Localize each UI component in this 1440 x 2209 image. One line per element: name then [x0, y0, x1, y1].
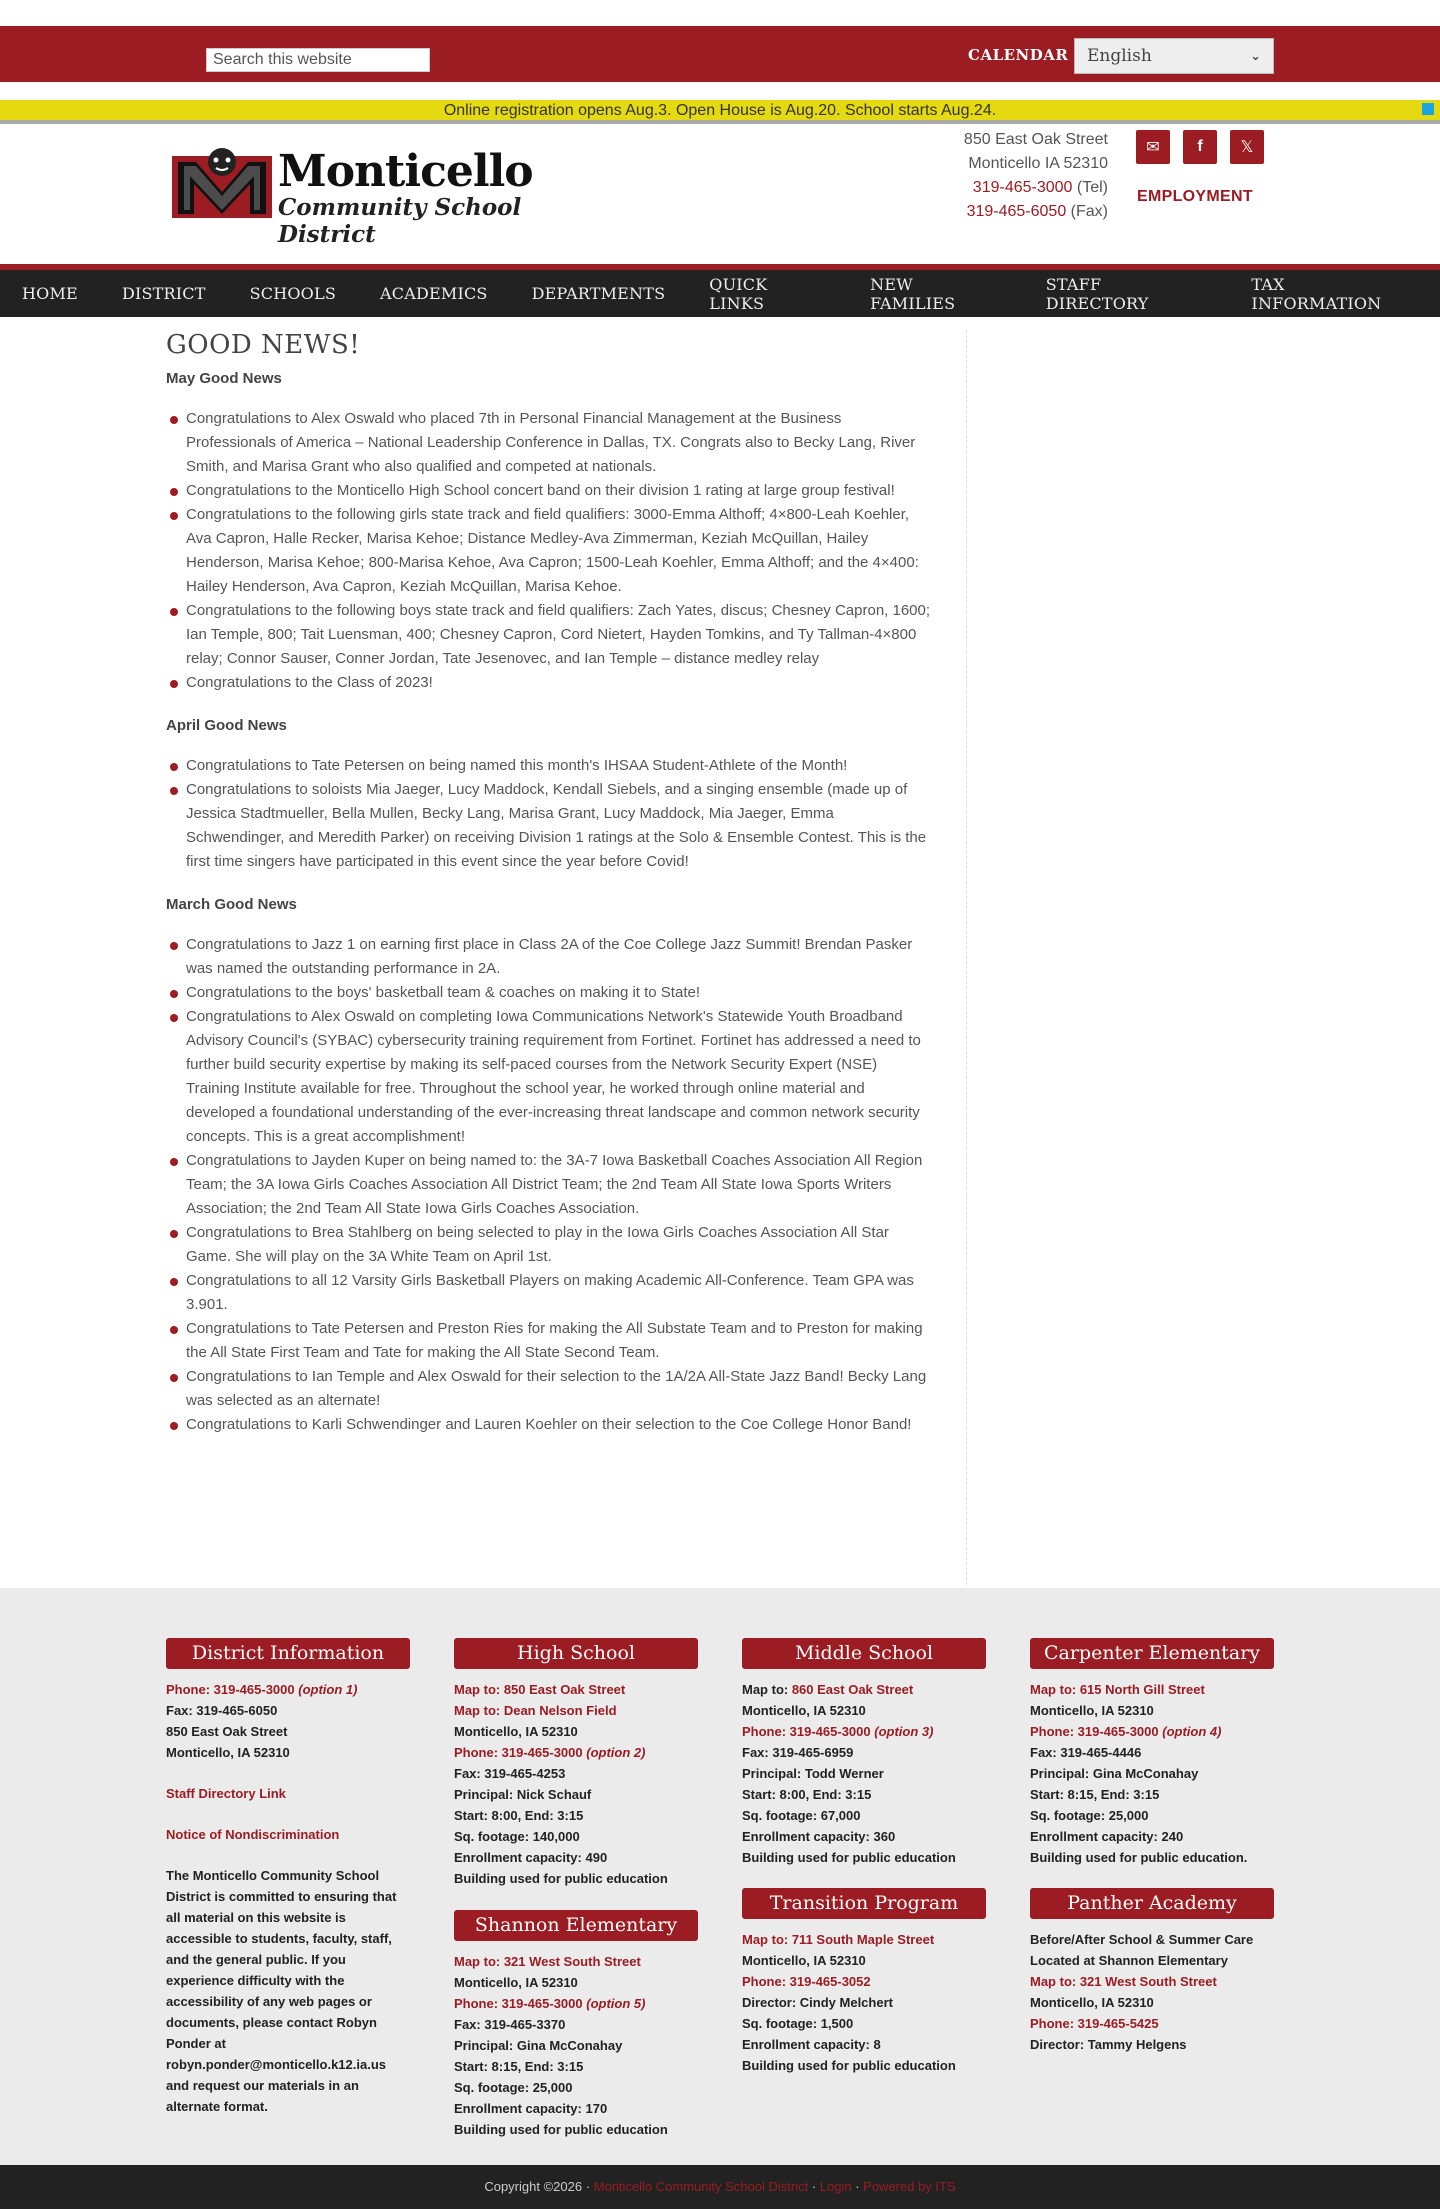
copyright-bar: [0, 2165, 1440, 2209]
list-item: Congratulations to the Monticello High School concert band on their division 1 rating at large group festival!: [166, 479, 932, 503]
transition-city: Monticello, IA 52310: [742, 1953, 866, 1968]
list-item: Congratulations to the boys' basketball team & coaches on making it to State!: [166, 981, 932, 1005]
announcement-text: Online registration opens Aug.3. Open House is Aug.20. School starts Aug.24.: [443, 102, 997, 119]
district-fax: Fax: 319-465-6050: [166, 1703, 278, 1718]
transition-map-link[interactable]: Map to: 711 South Maple Street: [742, 1932, 935, 1947]
ms-use: Building used for public education: [742, 1850, 956, 1865]
section-heading-may: May Good News: [166, 370, 282, 387]
footer-carpenter-elementary: [1030, 1638, 1274, 1868]
shannon-city: Monticello, IA 52310: [454, 1975, 578, 1990]
section-heading-march: March Good News: [166, 896, 297, 913]
top-bar: [0, 26, 1440, 82]
ms-sq: Sq. footage: 67,000: [742, 1808, 861, 1823]
carpenter-phone-link[interactable]: Phone: 319-465-3000 (option 4): [1030, 1724, 1222, 1739]
transition-sq: Sq. footage: 1,500: [742, 2016, 854, 2031]
carpenter-city: Monticello, IA 52310: [1030, 1703, 1154, 1718]
list-item: Congratulations to the following boys state track and field qualifiers: Zach Yates, discus; Chesney Capron, 1600; Ian Temple, 800; Tait Luensman, 400; Chesney Capron, Cord Nietert, Hayden Tomkins, and Ty Tallman-4×800 relay; Connor Sauser, Conner Jordan, Tate Jesenovec, and Ian Temple – distance medley relay: [166, 599, 932, 671]
list-item: Congratulations to Ian Temple and Alex Oswald for their selection to the 1A/2A All-State Jazz Band! Becky Lang was selected as an alternate!: [166, 1365, 932, 1413]
hs-use: Building used for public education: [454, 1871, 668, 1886]
footer: [0, 1588, 1440, 2165]
email-icon[interactable]: ✉: [1136, 130, 1170, 164]
sidebar-divider: [966, 330, 967, 1585]
powered-by-link[interactable]: Powered by ITS: [863, 2179, 956, 2194]
address-fax: [964, 200, 1108, 224]
nav-tax-information[interactable]: TAX INFORMATION: [1251, 274, 1382, 313]
fax-suffix: (Fax): [1066, 203, 1108, 220]
footer-heading: High School: [454, 1638, 698, 1669]
language-value: English: [1087, 46, 1152, 66]
login-link[interactable]: Login: [819, 2179, 852, 2194]
panther-line2: Located at Shannon Elementary: [1030, 1953, 1228, 1968]
shannon-principal: Principal: Gina McConahay: [454, 2038, 623, 2053]
panther-map-link[interactable]: Map to: 321 West South Street: [1030, 1974, 1217, 1989]
list-item: Congratulations to all 12 Varsity Girls Basketball Players on making Academic All-Conference. Team GPA was 3.901.: [166, 1269, 932, 1317]
carpenter-sq: Sq. footage: 25,000: [1030, 1808, 1149, 1823]
footer-transition-program: [742, 1888, 986, 2076]
logo-title: Monticello: [278, 146, 533, 197]
hs-phone-link[interactable]: Phone: 319-465-3000 (option 2): [454, 1745, 646, 1760]
hs-fax: Fax: 319-465-4253: [454, 1766, 566, 1781]
district-phone-link[interactable]: Phone: 319-465-3000 (option 1): [166, 1682, 358, 1697]
list-item: Congratulations to the Class of 2023!: [166, 671, 932, 695]
list-item: Congratulations to Alex Oswald on completing Iowa Communications Network's Statewide Youth Broadband Advisory Council's (SYBAC) cybersecurity training requirement from Fortinet. Fortinet has addressed a need to further build security expertise by making its self-paced courses from the Network Security Expert (NSE) Training Institute available for free. Throughout the school year, he worked through online material and developed a foundational understanding of the ever-increasing threat landscape and common network security concepts. This is a great accomplishment!: [166, 1005, 932, 1149]
accessibility-statement: The Monticello Community School District is committed to ensuring that all material on this website is accessible to students, faculty, staff, and the general public. If you experience difficulty with the accessibility of any web pages or documents, please contact Robyn Ponder at robyn.ponder@monticello.k12.ia.us and request our materials in an alternate format.: [166, 1868, 397, 2114]
nav-staff-directory[interactable]: STAFF DIRECTORY: [1045, 274, 1149, 313]
carpenter-fax: Fax: 319-465-4446: [1030, 1745, 1142, 1760]
section-heading-april: April Good News: [166, 717, 287, 734]
district-city: Monticello, IA 52310: [166, 1745, 290, 1760]
ms-city: Monticello, IA 52310: [742, 1703, 866, 1718]
separator: ·: [851, 2179, 864, 2194]
announcement-bar: [0, 100, 1440, 124]
news-list-may: [166, 407, 932, 695]
logo-subtitle: Community School District: [278, 194, 522, 248]
panther-director: Director: Tammy Helgens: [1030, 2037, 1187, 2052]
ms-phone-link[interactable]: Phone: 319-465-3000 (option 3): [742, 1724, 934, 1739]
shannon-capacity: Enrollment capacity: 170: [454, 2101, 608, 2116]
list-item: Congratulations to Jazz 1 on earning first place in Class 2A of the Coe College Jazz Summit! Brendan Pasker was named the outstanding performance in 2A.: [166, 933, 932, 981]
carpenter-map-link[interactable]: Map to: 615 North Gill Street: [1030, 1682, 1205, 1697]
ms-fax: Fax: 319-465-6959: [742, 1745, 854, 1760]
tel-link[interactable]: 319-465-3000: [972, 179, 1073, 196]
footer-heading: Panther Academy: [1030, 1888, 1274, 1919]
staff-directory-link[interactable]: Staff Directory Link: [166, 1786, 286, 1801]
shannon-hours: Start: 8:15, End: 3:15: [454, 2059, 584, 2074]
shannon-map-link[interactable]: Map to: 321 West South Street: [454, 1954, 641, 1969]
nav-schools[interactable]: SCHOOLS: [249, 284, 336, 303]
footer-district-info: [166, 1638, 410, 2117]
footer-heading: Transition Program: [742, 1888, 986, 1919]
panther-phone-link[interactable]: Phone: 319-465-5425: [1030, 2016, 1159, 2031]
shannon-phone-link[interactable]: Phone: 319-465-3000 (option 5): [454, 1996, 646, 2011]
carpenter-principal: Principal: Gina McConahay: [1030, 1766, 1199, 1781]
news-list-april: [166, 754, 932, 874]
social-links: [1136, 130, 1264, 164]
panther-m-logo-icon: [172, 148, 272, 218]
shannon-sq: Sq. footage: 25,000: [454, 2080, 573, 2095]
footer-shannon-elementary: [454, 1910, 698, 2140]
list-item: Congratulations to the following girls state track and field qualifiers: 3000-Emma Althoff; 4×800-Leah Koehler, Ava Capron, Halle Recker, Marisa Kehoe; Distance Medley-Ava Zimmerman, Keziah McQuillan, Hailey Henderson, Marisa Kehoe; 800-Marisa Kehoe, Ava Capron; 1500-Leah Koehler, Emma Althoff; and the 4×400: Hailey Henderson, Ava Capron, Keziah McQuillan, Marisa Kehoe.: [166, 503, 932, 599]
employment-link[interactable]: EMPLOYMENT: [1137, 188, 1253, 205]
footer-heading: Middle School: [742, 1638, 986, 1669]
footer-middle-school: Middle School Map to: 860 East Oak Street Monticello, IA 52310 Phone: 319-465-3000 (option 3) Fax: 319-465-6959 Principal: Todd Werner Start: 8:00, End: 3:15 Sq. footage: 67,000 Enrollment capacity: 360 Building used for public education: [742, 1638, 986, 1868]
copyright-text: Copyright ©2026 ·: [484, 2179, 594, 2194]
district-street: 850 East Oak Street: [166, 1724, 288, 1739]
hs-city: Monticello, IA 52310: [454, 1724, 578, 1739]
hs-sq: Sq. footage: 140,000: [454, 1829, 580, 1844]
address-tel: [964, 176, 1108, 200]
footer-panther-academy: [1030, 1888, 1274, 2055]
list-item: Congratulations to soloists Mia Jaeger, Lucy Maddock, Kendall Siebels, and a singing ensemble (made up of Jessica Stadtmueller, Bella Mullen, Becky Lang, Marisa Grant, Lucy Maddock, Mia Jaeger, Emma Schwendinger, and Meredith Parker) on receiving Division 1 ratings at the Solo & Ensemble Contest. This is the first time singers have participated in this event since the year before Covid!: [166, 778, 932, 874]
nav-academics[interactable]: ACADEMICS: [380, 284, 488, 303]
language-select[interactable]: [1074, 38, 1274, 74]
transition-use: Building used for public education: [742, 2058, 956, 2073]
hs-capacity: Enrollment capacity: 490: [454, 1850, 608, 1865]
page-title: GOOD NEWS!: [166, 330, 361, 360]
transition-phone-link[interactable]: Phone: 319-465-3052: [742, 1974, 871, 1989]
hs-field-map-link[interactable]: Map to: Dean Nelson Field: [454, 1703, 617, 1718]
main-content: [166, 330, 932, 1459]
nav-new-families[interactable]: NEW FAMILIES: [870, 274, 956, 313]
separator: ·: [808, 2179, 820, 2194]
facebook-icon[interactable]: f: [1183, 130, 1217, 164]
district-logo[interactable]: [170, 130, 566, 248]
address-city: Monticello IA 52310: [968, 155, 1108, 172]
news-list-march: [166, 933, 932, 1437]
list-item: Congratulations to Tate Petersen on being named this month's IHSAA Student-Athlete of the Month!: [166, 754, 932, 778]
hs-hours: Start: 8:00, End: 3:15: [454, 1808, 584, 1823]
chevron-down-icon: ⌄: [1250, 48, 1261, 64]
panther-city: Monticello, IA 52310: [1030, 1995, 1154, 2010]
carpenter-hours: Start: 8:15, End: 3:15: [1030, 1787, 1160, 1802]
list-item: Congratulations to Alex Oswald who placed 7th in Personal Financial Management at the Business Professionals of America – National Leadership Conference in Dallas, TX. Congrats also to Becky Lang, River Smith, and Marisa Grant who also qualified and competed at nationals.: [166, 407, 932, 479]
nondiscrimination-link[interactable]: Notice of Nondiscrimination: [166, 1827, 340, 1842]
transition-director: Director: Cindy Melchert: [742, 1995, 893, 2010]
nav-home[interactable]: HOME: [22, 284, 78, 303]
main-nav: [0, 264, 1440, 317]
list-item: Congratulations to Tate Petersen and Preston Ries for making the All Substate Team and to Preston for making the All State First Team and Tate for making the All State Second Team.: [166, 1317, 932, 1365]
address-street: 850 East Oak Street: [963, 131, 1108, 148]
footer-heading: District Information: [166, 1638, 410, 1669]
list-item: Congratulations to Brea Stahlberg on being selected to play in the Iowa Girls Coaches Association All Star Game. She will play on the 3A White Team on April 1st.: [166, 1221, 932, 1269]
footer-high-school: [454, 1638, 698, 1889]
transition-capacity: Enrollment capacity: 8: [742, 2037, 881, 2052]
footer-heading: Shannon Elementary: [454, 1910, 698, 1941]
hs-map-link[interactable]: Map to: 850 East Oak Street: [454, 1682, 626, 1697]
header-address: [964, 128, 1108, 224]
close-icon[interactable]: [1422, 103, 1434, 115]
search-input[interactable]: Search this website: [206, 48, 430, 72]
ms-principal: Principal: Todd Werner: [742, 1766, 884, 1781]
list-item: Congratulations to Karli Schwendinger and Lauren Koehler on their selection to the Coe College Honor Band!: [166, 1413, 932, 1437]
list-item: Congratulations to Jayden Kuper on being named to: the 3A-7 Iowa Basketball Coaches Association All Region Team; the 3A Iowa Girls Coaches Association All District Team; the 2nd Team All State Iowa Sports Writers Association; the 2nd Team All State Iowa Girls Coaches Association.: [166, 1149, 932, 1221]
footer-heading: Carpenter Elementary: [1030, 1638, 1274, 1669]
fax-link[interactable]: 319-465-6050: [966, 203, 1067, 220]
nav-quick-links[interactable]: QUICK LINKS: [709, 274, 768, 313]
shannon-fax: Fax: 319-465-3370: [454, 2017, 566, 2032]
hs-principal: Principal: Nick Schauf: [454, 1787, 592, 1802]
nav-departments[interactable]: DEPARTMENTS: [531, 284, 666, 303]
ms-hours: Start: 8:00, End: 3:15: [742, 1787, 872, 1802]
carpenter-capacity: Enrollment capacity: 240: [1030, 1829, 1184, 1844]
shannon-use: Building used for public education: [454, 2122, 668, 2137]
ms-capacity: Enrollment capacity: 360: [742, 1829, 896, 1844]
x-twitter-icon[interactable]: 𝕏: [1230, 130, 1264, 164]
calendar-link[interactable]: CALENDAR: [968, 46, 1069, 64]
ms-map-link[interactable]: 860 East Oak Street: [791, 1682, 914, 1697]
nav-district[interactable]: DISTRICT: [121, 284, 206, 303]
panther-line1: Before/After School & Summer Care: [1030, 1932, 1254, 1947]
tel-suffix: (Tel): [1072, 179, 1108, 196]
district-home-link[interactable]: Monticello Community School District: [593, 2179, 809, 2194]
carpenter-use: Building used for public education.: [1030, 1850, 1248, 1865]
